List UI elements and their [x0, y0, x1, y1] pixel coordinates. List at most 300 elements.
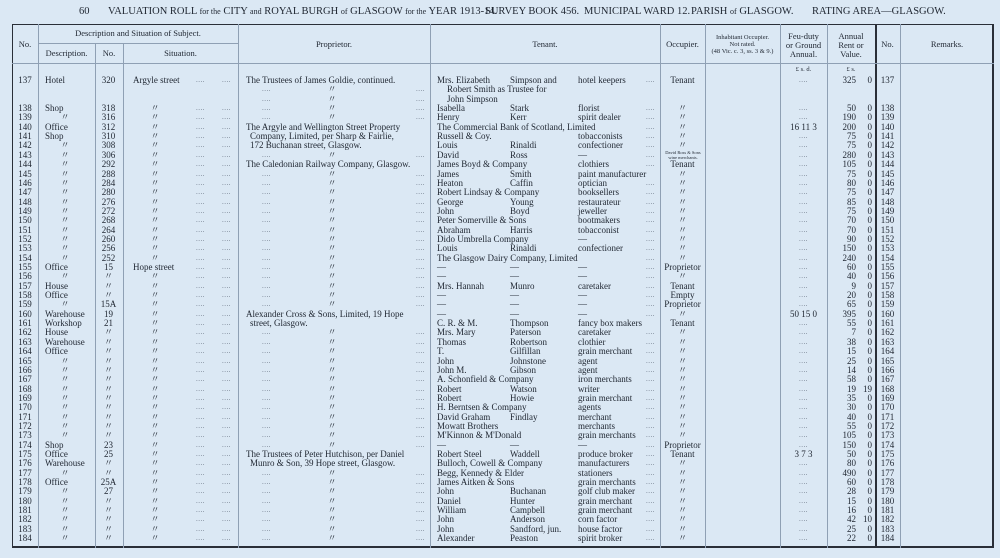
tenant-surname: Robertson: [510, 336, 547, 347]
street-number: 280: [101, 187, 116, 198]
street-number: 〃: [103, 420, 113, 431]
tenant-occupation: grain merchants: [578, 430, 636, 441]
situation: 〃: [150, 486, 160, 497]
street-number: 〃: [103, 523, 113, 534]
description: 〃: [60, 374, 70, 385]
entry-number-right: 167: [880, 374, 895, 385]
description: 〃: [60, 159, 70, 170]
leader-dots: ....: [646, 347, 655, 356]
occupier: 〃: [677, 514, 687, 525]
leader-dots: ....: [222, 431, 231, 440]
rent-shillings: 0: [867, 140, 872, 151]
proprietor: The Caledonian Railway Company, Glasgow.: [246, 159, 411, 170]
leader-dots: ....: [262, 272, 271, 281]
description: 〃: [60, 533, 70, 544]
rent-shillings: 0: [867, 318, 872, 329]
entry-number-right: 156: [880, 271, 895, 282]
situation: 〃: [150, 533, 160, 544]
feu-duty: ....: [799, 347, 808, 356]
divider: [238, 24, 239, 548]
tenant-surname: Sandford, jun.: [510, 523, 562, 534]
rent-pounds: 9: [851, 280, 856, 291]
tenant-surname: Waddell: [510, 449, 540, 459]
entry-number-right: 141: [880, 131, 895, 142]
leader-dots: ....: [222, 375, 231, 384]
street-number: 276: [101, 196, 116, 207]
feu-duty: ....: [799, 244, 808, 253]
entry-number-right: 163: [880, 336, 895, 347]
entry-number-right: 138: [880, 103, 895, 114]
rent-shillings: 0: [867, 523, 872, 534]
rent-pounds: 55: [847, 420, 856, 431]
situation: 〃: [150, 299, 160, 310]
rent-shillings: 0: [867, 495, 872, 506]
leader-dots: ....: [646, 253, 655, 262]
entry-number: 144: [18, 159, 32, 170]
proprietor-ditto: 〃: [327, 177, 337, 188]
col-description: Description.: [45, 48, 88, 58]
leader-dots: ....: [196, 431, 205, 440]
proprietor-ditto: 〃: [327, 383, 337, 394]
rent-shillings: 0: [867, 290, 872, 301]
situation: Argyle street: [133, 75, 180, 85]
description: 〃: [60, 411, 70, 422]
tenant-occupation: produce broker: [578, 449, 633, 459]
feu-duty: 3 7 3: [794, 449, 813, 459]
tenant-occupation: confectioner: [578, 243, 623, 254]
rent-shillings: 0: [867, 177, 872, 188]
leader-dots: ....: [416, 534, 425, 543]
occupier: 〃: [677, 168, 687, 179]
feu-duty: ....: [799, 403, 808, 412]
entry-number-right: 168: [880, 383, 895, 394]
entry-number-right: 153: [880, 243, 895, 254]
tenant-surname: Stark: [510, 103, 529, 114]
entry-number: 179: [18, 486, 32, 497]
page-number: 60: [79, 6, 90, 17]
leader-dots: ....: [416, 412, 425, 421]
leader-dots: ....: [262, 244, 271, 253]
entry-number: 168: [18, 383, 32, 394]
leader-dots: ....: [646, 487, 655, 496]
proprietor-ditto: 〃: [327, 495, 337, 506]
leader-dots: ....: [196, 365, 205, 374]
rent-shillings: 0: [867, 420, 872, 431]
description: 〃: [60, 149, 70, 160]
leader-dots: ....: [646, 365, 655, 374]
rent-shillings: 0: [867, 299, 872, 310]
leader-dots: ....: [196, 206, 205, 215]
situation: 〃: [150, 523, 160, 534]
rent-shillings: 0: [867, 374, 872, 385]
leader-dots: ....: [222, 534, 231, 543]
entry-number: 178: [18, 477, 32, 488]
leader-dots: ....: [262, 440, 271, 449]
feu-duty: ....: [799, 141, 808, 150]
feu-duty: ....: [799, 506, 808, 515]
leader-dots: ....: [416, 225, 425, 234]
proprietor: The Trustees of James Goldie, continued.: [246, 75, 396, 85]
entry-number: 161: [18, 318, 32, 329]
tenant-name: —: [437, 271, 446, 282]
street-number: 310: [101, 131, 116, 142]
description: 〃: [60, 205, 70, 216]
situation: 〃: [150, 177, 160, 188]
occupier: 〃: [677, 355, 687, 366]
rent-pounds: 60: [847, 477, 856, 488]
leader-dots: ....: [416, 356, 425, 365]
tenant-name: —: [437, 439, 446, 450]
rent-shillings: 0: [867, 103, 872, 114]
description: Office: [45, 346, 68, 357]
situation: 〃: [150, 149, 160, 160]
rent-pounds: 280: [842, 149, 856, 160]
rent-pounds: 75: [847, 187, 856, 198]
rent-shillings: 0: [867, 121, 872, 132]
tenant-name: Mrs. Hannah: [437, 280, 484, 291]
leader-dots: ....: [646, 206, 655, 215]
rent-shillings: 0: [867, 327, 872, 338]
tenant-surname: —: [510, 271, 519, 282]
rent-pounds: 200: [842, 121, 856, 132]
rent-pounds: 190: [842, 112, 856, 123]
feu-duty: ....: [799, 356, 808, 365]
situation: 〃: [150, 355, 160, 366]
description: Warehouse: [45, 308, 85, 319]
proprietor-ditto: 〃: [327, 84, 337, 95]
feu-duty: ....: [799, 225, 808, 234]
tenant-occupation: caretaker: [578, 280, 611, 291]
tenant-name: Henry: [437, 112, 460, 123]
rent-shillings: 0: [867, 477, 872, 488]
tenant-occupation: house factor: [578, 523, 623, 534]
situation: 〃: [150, 458, 160, 469]
leader-dots: ....: [262, 412, 271, 421]
leader-dots: ....: [222, 487, 231, 496]
entry-number: 147: [18, 187, 32, 198]
occupier: 〃: [677, 187, 687, 198]
leader-dots: ....: [646, 225, 655, 234]
leader-dots: ....: [646, 534, 655, 543]
street-number: 23: [104, 439, 113, 450]
entry-number-right: 177: [880, 467, 895, 478]
tenant-name: —: [437, 308, 446, 319]
tenant-occupation: agents: [578, 402, 601, 413]
tenant-name: James Boyd & Company: [437, 159, 528, 170]
proprietor-ditto: 〃: [327, 224, 337, 235]
rent-shillings: 0: [867, 112, 872, 123]
leader-dots: ....: [646, 309, 655, 318]
leader-dots: ....: [416, 375, 425, 384]
rent-pounds: 38: [847, 336, 856, 347]
entry-number: 155: [18, 262, 32, 272]
description: 〃: [60, 355, 70, 366]
rent-shillings: 0: [867, 402, 872, 413]
leader-dots: ....: [196, 478, 205, 487]
tenant-occupation: manufacturers: [578, 458, 630, 469]
entry-number-right: 181: [880, 505, 895, 516]
leader-dots: ....: [222, 459, 231, 468]
proprietor: street, Glasgow.: [250, 318, 308, 329]
tenant-surname: —: [510, 262, 519, 272]
rent-shillings: 0: [867, 430, 872, 441]
leader-dots: ....: [196, 263, 205, 271]
entry-number-right: 158: [880, 290, 895, 301]
street-number: 15: [104, 262, 113, 272]
feu-duty: ....: [799, 272, 808, 281]
rent-pounds: 58: [847, 374, 856, 385]
leader-dots: ....: [222, 524, 231, 533]
occupier: 〃: [677, 477, 687, 488]
rent-pounds: 240: [842, 252, 856, 263]
tenant-surname: Rinaldi: [510, 243, 537, 254]
situation: 〃: [150, 477, 160, 488]
leader-dots: ....: [222, 496, 231, 505]
occupier: 〃: [677, 533, 687, 544]
description: 〃: [60, 215, 70, 226]
tenant-name: John: [437, 355, 455, 366]
proprietor: The Trustees of Peter Hutchison, per Daniel: [246, 449, 405, 459]
leader-dots: ....: [416, 178, 425, 187]
situation: 〃: [150, 103, 160, 114]
situation: 〃: [150, 439, 160, 450]
rent-pounds: 15: [847, 495, 856, 506]
leader-dots: ....: [646, 244, 655, 253]
leader-dots: ....: [416, 478, 425, 487]
rent-pounds: 150: [842, 243, 856, 254]
tenant-surname: —: [510, 308, 519, 319]
occupier: 〃: [677, 420, 687, 431]
proprietor-ditto: 〃: [327, 355, 337, 366]
tenant-surname: Caffin: [510, 177, 533, 188]
leader-dots: ....: [196, 450, 205, 458]
leader-dots: ....: [196, 356, 205, 365]
street-number: 〃: [103, 392, 113, 403]
leader-dots: ....: [222, 272, 231, 281]
entry-number: 154: [18, 252, 32, 263]
leader-dots: ....: [262, 506, 271, 515]
occupier: 〃: [677, 121, 687, 132]
rent-shillings: 10: [863, 514, 872, 525]
leader-dots: ....: [262, 300, 271, 309]
leader-dots: ....: [416, 94, 425, 103]
leader-dots: ....: [222, 515, 231, 524]
rent-pounds: 85: [847, 196, 856, 207]
street-number: 〃: [103, 458, 113, 469]
col-remarks: Remarks.: [930, 39, 964, 49]
entry-number: 141: [18, 131, 32, 142]
leader-dots: ....: [222, 244, 231, 253]
feu-duty: ....: [799, 216, 808, 225]
tenant-name: John Simpson: [447, 93, 498, 104]
proprietor-ditto: 〃: [327, 486, 337, 497]
proprietor-ditto: 〃: [327, 523, 337, 534]
description: Shop: [45, 439, 64, 450]
leader-dots: ....: [416, 104, 425, 113]
leader-dots: ....: [196, 188, 205, 197]
leader-dots: ....: [416, 281, 425, 290]
entry-number-right: 180: [880, 495, 895, 506]
tenant-occupation: confectioner: [578, 140, 623, 151]
tenant-name: Begg, Kennedy & Elder: [437, 467, 524, 478]
leader-dots: ....: [196, 160, 205, 169]
tenant-surname: Hunter: [510, 495, 535, 506]
rent-pounds: 75: [847, 140, 856, 151]
leader-dots: ....: [416, 244, 425, 253]
leader-dots: ....: [262, 94, 271, 103]
leader-dots: ....: [262, 403, 271, 412]
leader-dots: ....: [416, 234, 425, 243]
col-no-right: No.: [881, 39, 894, 49]
description: 〃: [60, 224, 70, 235]
rent-shillings: 0: [867, 243, 872, 254]
tenant-name: Thomas: [437, 336, 466, 347]
proprietor-ditto: 〃: [327, 149, 337, 160]
rent-pounds: 75: [847, 168, 856, 179]
leader-dots: ....: [416, 524, 425, 533]
leader-dots: ....: [196, 375, 205, 384]
tenant-surname: Gilfillan: [510, 346, 541, 357]
leader-dots: ....: [416, 506, 425, 515]
leader-dots: ....: [646, 431, 655, 440]
proprietor-ditto: 〃: [327, 533, 337, 544]
rent-shillings: 0: [867, 467, 872, 478]
entry-number-right: 146: [880, 177, 895, 188]
tenant-surname: Findlay: [510, 411, 538, 422]
street-number: 〃: [103, 402, 113, 413]
situation: 〃: [150, 374, 160, 385]
occupier: 〃: [677, 140, 687, 151]
proprietor: The Argyle and Wellington Street Property: [246, 121, 401, 132]
tenant-occupation: tobacconists: [578, 131, 623, 142]
tenant-surname: —: [510, 299, 519, 310]
leader-dots: ....: [222, 356, 231, 365]
feu-duty: ....: [799, 496, 808, 505]
feu-duty: ....: [799, 178, 808, 187]
proprietor-ditto: 〃: [327, 205, 337, 216]
situation: 〃: [150, 336, 160, 347]
street-number: 〃: [103, 383, 113, 394]
leader-dots: ....: [196, 300, 205, 309]
leader-dots: ....: [196, 319, 205, 328]
leader-dots: ....: [262, 468, 271, 477]
tenant-occupation: grain merchants: [578, 477, 636, 488]
rent-pounds: 42: [847, 514, 856, 525]
description: 〃: [60, 505, 70, 516]
occupier: David Ross & Sons wine merchants.: [665, 149, 701, 160]
street-number: 260: [101, 233, 116, 244]
entry-number: 176: [18, 458, 32, 469]
situation: 〃: [150, 131, 160, 142]
proprietor-ditto: 〃: [327, 411, 337, 422]
leader-dots: ....: [196, 403, 205, 412]
tenant-name: John: [437, 486, 455, 497]
rent-shillings: 0: [867, 392, 872, 403]
entry-number-right: 176: [880, 458, 895, 469]
rent-shillings: 0: [867, 411, 872, 422]
leader-dots: ....: [222, 393, 231, 402]
leader-dots: ....: [416, 188, 425, 197]
leader-dots: ....: [196, 234, 205, 243]
description: 〃: [60, 233, 70, 244]
street-number: 15A: [100, 299, 117, 310]
leader-dots: ....: [222, 263, 231, 271]
description: 〃: [60, 383, 70, 394]
occupier: 〃: [677, 215, 687, 226]
entry-number: 137: [18, 75, 32, 85]
rent-pounds: 55: [847, 318, 856, 329]
entry-number-right: 157: [880, 280, 895, 291]
situation: 〃: [150, 168, 160, 179]
leader-dots: ....: [416, 263, 425, 271]
leader-dots: ....: [262, 496, 271, 505]
leader-dots: ....: [646, 104, 655, 113]
leader-dots: ....: [262, 356, 271, 365]
leader-dots: ....: [222, 132, 231, 141]
leader-dots: ....: [646, 468, 655, 477]
feu-duty: ....: [799, 76, 808, 84]
occupier: 〃: [677, 271, 687, 282]
occupier: Proprietor: [664, 299, 701, 310]
ward: MUNICIPAL WARD 12.: [584, 6, 691, 17]
entry-number: 146: [18, 177, 32, 188]
entry-number: 139: [18, 112, 32, 123]
tenant-occupation: agent: [578, 364, 598, 375]
situation: 〃: [150, 430, 160, 441]
col-feu-duty: Feu-duty or Ground Annual.: [785, 31, 822, 59]
leader-dots: ....: [196, 440, 205, 449]
occupier: 〃: [677, 383, 687, 394]
rent-pounds: 50: [847, 449, 856, 459]
entry-number: 184: [18, 533, 32, 544]
leader-dots: ....: [196, 281, 205, 290]
occupier: 〃: [677, 233, 687, 244]
feu-duty: ....: [799, 487, 808, 496]
leader-dots: ....: [222, 328, 231, 337]
rent-pounds: 50: [847, 103, 856, 114]
leader-dots: ....: [416, 393, 425, 402]
leader-dots: ....: [222, 104, 231, 113]
tenant-name: Robert Steel: [437, 449, 482, 459]
leader-dots: ....: [196, 141, 205, 150]
tenant-name: Mrs. Mary: [437, 327, 476, 338]
tenant-occupation: golf club maker: [578, 486, 635, 497]
rent-shillings: 0: [867, 355, 872, 366]
tenant-occupation: agent: [578, 355, 598, 366]
street-number: 〃: [103, 290, 113, 301]
leader-dots: ....: [222, 478, 231, 487]
col-inhabitant: Inhabitant Occupier. Not rated. (48 Vic. c. 3, ss. 3 & 9.): [711, 34, 774, 55]
rent-pounds: 60: [847, 262, 856, 272]
leader-dots: ....: [196, 150, 205, 159]
situation: 〃: [150, 280, 160, 291]
tenant-name: Robert: [437, 392, 462, 403]
street-number: 〃: [103, 374, 113, 385]
tenant-occupation: grain merchant: [578, 346, 633, 357]
leader-dots: ....: [196, 459, 205, 468]
feu-duty: ....: [799, 104, 808, 113]
street-number: 25A: [100, 477, 117, 488]
feu-duty: ....: [799, 113, 808, 122]
rent-shillings: 0: [867, 505, 872, 516]
description: 〃: [60, 523, 70, 534]
situation: 〃: [150, 346, 160, 357]
proprietor-ditto: 〃: [327, 346, 337, 357]
entry-number: 174: [18, 439, 32, 450]
tenant-surname: —: [510, 290, 519, 301]
divider: [123, 43, 124, 548]
feu-duty: ....: [799, 132, 808, 141]
